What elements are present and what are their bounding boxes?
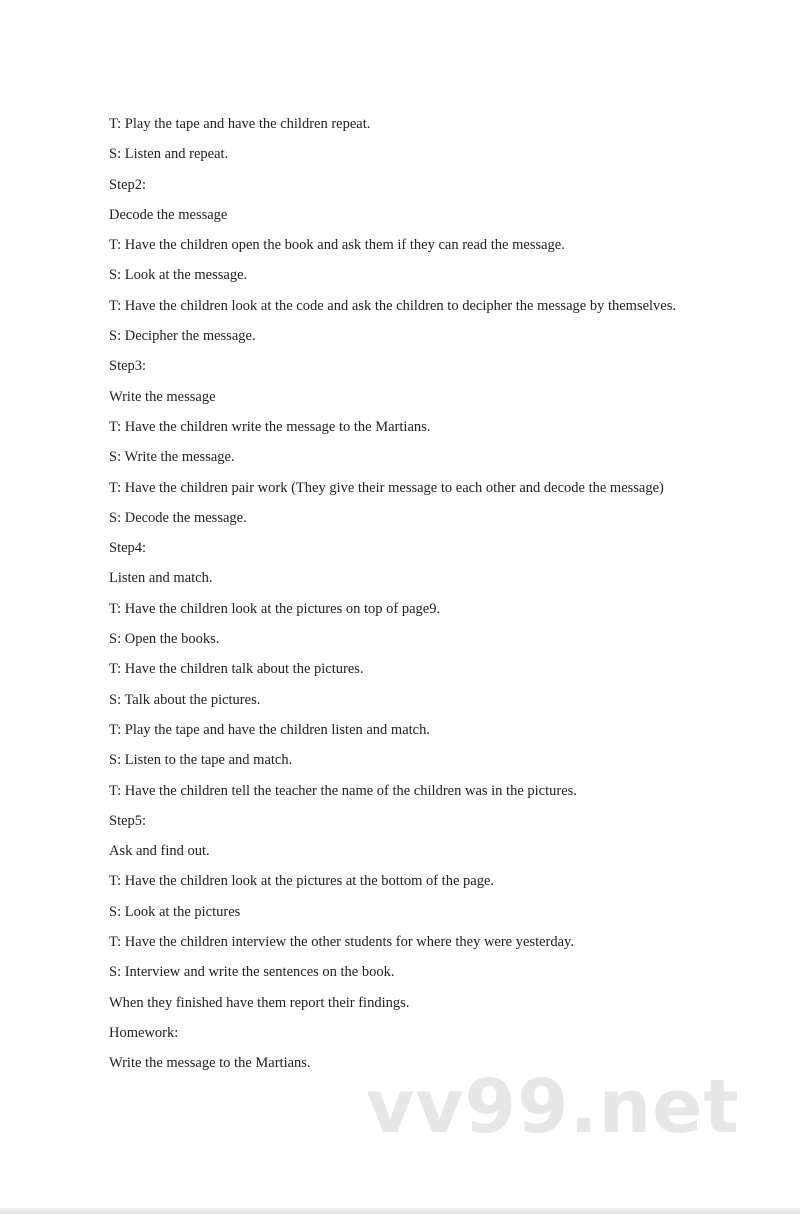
text-line: T: Have the children look at the pictures at the bottom of the page.	[109, 873, 495, 890]
text-line: S: Decode the message.	[109, 509, 247, 526]
text-line: Listen and match.	[109, 570, 213, 587]
text-line: S: Interview and write the sentences on the book.	[109, 964, 395, 981]
step-heading: Step3:	[109, 358, 147, 375]
document-body	[109, 112, 716, 1082]
text-line: S: Listen and repeat.	[109, 146, 229, 163]
text-line: T: Have the children open the book and ask them if they can read the message.	[109, 237, 565, 254]
text-line: T: Have the children look at the pictures on top of page9.	[109, 600, 441, 617]
text-line: T: Play the tape and have the children repeat.	[109, 116, 371, 132]
homework-heading: Homework:	[109, 1024, 179, 1041]
text-line: S: Look at the pictures	[109, 903, 241, 920]
text-line: When they finished have them report their findings.	[109, 994, 410, 1011]
text-line: S: Talk about the pictures.	[109, 691, 261, 708]
page-bottom-edge	[0, 1208, 800, 1214]
text-line: T: Have the children talk about the pictures.	[109, 661, 364, 678]
watermark: vv99.net	[366, 1064, 740, 1150]
text-paragraph: T: Have the children look at the code and ask the children to decipher the message by themselves.	[109, 297, 677, 314]
text-line: Decode the message	[109, 206, 228, 223]
text-line: T: Have the children pair work (They give their message to each other and decode the message)	[109, 479, 664, 496]
text-line: T: Play the tape and have the children listen and match.	[109, 721, 430, 738]
step-heading: Step5:	[109, 812, 147, 829]
text-line: S: Decipher the message.	[109, 328, 256, 345]
text-line: Write the message to the Martians.	[109, 1055, 311, 1072]
text-line: S: Open the books.	[109, 631, 220, 648]
text-line: T: Have the children interview the other students for where they were yesterday.	[109, 934, 574, 951]
step-heading: Step4:	[109, 540, 147, 557]
text-line: S: Look at the message.	[109, 267, 248, 284]
step-heading: Step2:	[109, 176, 147, 193]
text-line: Write the message	[109, 388, 216, 405]
text-line: S: Listen to the tape and match.	[109, 752, 293, 769]
text-line: T: Have the children tell the teacher the name of the children was in the pictures.	[109, 782, 577, 799]
text-line: Ask and find out.	[109, 843, 210, 860]
text-line: T: Have the children write the message to the Martians.	[109, 418, 431, 435]
text-line: S: Write the message.	[109, 449, 235, 466]
